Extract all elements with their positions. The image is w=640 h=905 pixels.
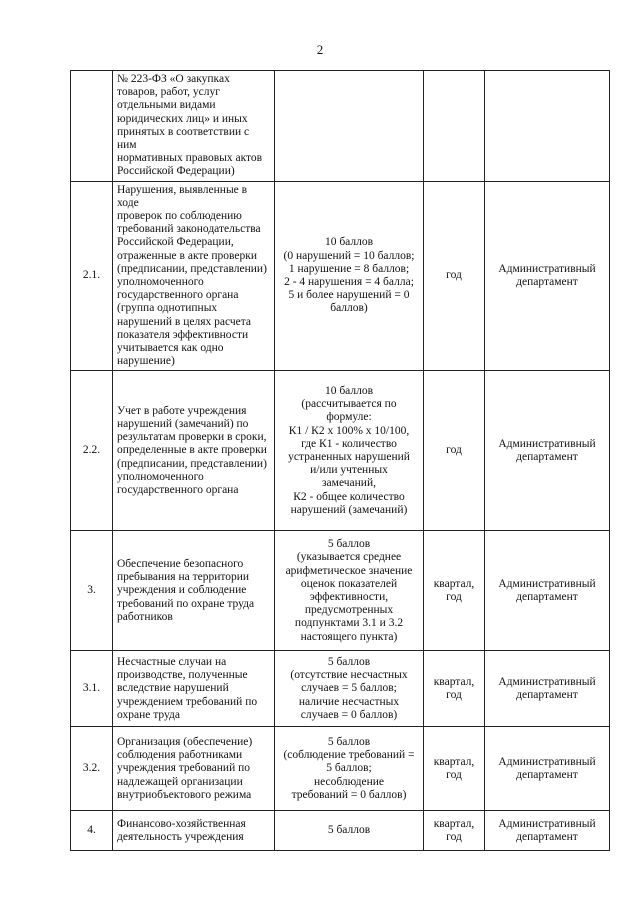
criteria-table [70, 70, 610, 851]
criterion-responsible: Административный департамент [485, 727, 610, 811]
criterion-responsible: Административный департамент [485, 651, 610, 727]
criterion-responsible [485, 71, 610, 182]
criterion-period: квартал, год [424, 651, 485, 727]
row-number: 2.1. [71, 181, 113, 371]
criterion-score: 5 баллов (соблюдение требований = 5 баллов; несоблюдение требований = 0 баллов) [275, 727, 424, 811]
criterion-responsible: Административный департамент [485, 371, 610, 531]
criterion-period: год [424, 181, 485, 371]
criterion-name: Нарушения, выявленные в ходе проверок по соблюдению требований законодательства Российской Федерации, отраженные в акте проверки (предписании, представлении) уполномоченного государственного органа (группа однотипных нарушений в целях расчета показателя эффективности учитывается как одно нарушение) [113, 181, 275, 371]
criterion-score [275, 71, 424, 182]
table-row [71, 811, 610, 851]
table-row [71, 71, 610, 182]
criterion-name: Несчастные случаи на производстве, полученные вследствие нарушений учреждением требований по охране труда [113, 651, 275, 727]
criterion-score: 10 баллов (0 нарушений = 10 баллов; 1 нарушение = 8 баллов; 2 - 4 нарушения = 4 балла; 5 и более нарушений = 0 баллов) [275, 181, 424, 371]
row-number: 3.1. [71, 651, 113, 727]
criterion-responsible: Административный департамент [485, 811, 610, 851]
criterion-name: № 223-ФЗ «О закупках товаров, работ, услуг отдельными видами юридических лиц» и иных принятых в соответствии с ним нормативных правовых актов Российской Федерации) [113, 71, 275, 182]
criterion-responsible: Административный департамент [485, 181, 610, 371]
criterion-name: Учет в работе учреждения нарушений (замечаний) по результатам проверки в сроки, определенные в акте проверки (предписании, представлении) уполномоченного государственного органа [113, 371, 275, 531]
criterion-score: 5 баллов (указывается среднее арифметическое значение оценок показателей эффективности, предусмотренных подпунктами 3.1 и 3.2 настоящего пункта) [275, 531, 424, 651]
criterion-period: квартал, год [424, 811, 485, 851]
criterion-name: Обеспечение безопасного пребывания на территории учреждения и соблюдение требований по охране труда работников [113, 531, 275, 651]
criterion-name: Финансово-хозяйственная деятельность учреждения [113, 811, 275, 851]
criterion-score: 5 баллов (отсутствие несчастных случаев = 5 баллов; наличие несчастных случаев = 0 баллов) [275, 651, 424, 727]
criterion-name: Организация (обеспечение) соблюдения работниками учреждения требований по надлежащей организации внутриобъектового режима [113, 727, 275, 811]
row-number: 3.2. [71, 727, 113, 811]
table-row [71, 371, 610, 531]
criterion-period: квартал, год [424, 531, 485, 651]
table-row [71, 531, 610, 651]
table-row [71, 181, 610, 371]
page-number: 2 [316, 42, 324, 57]
criterion-score: 10 баллов (рассчитывается по формуле: К1 / К2 х 100% х 10/100, где К1 - количество устраненных нарушений и/или учтенных замечаний, К2 - общее количество нарушений (замечаний) [275, 371, 424, 531]
table-row [71, 727, 610, 811]
criterion-period: квартал, год [424, 727, 485, 811]
row-number: 3. [71, 531, 113, 651]
row-number: 4. [71, 811, 113, 851]
criterion-period: год [424, 371, 485, 531]
criterion-score: 5 баллов [275, 811, 424, 851]
criterion-period [424, 71, 485, 182]
row-number [71, 71, 113, 182]
table-row [71, 651, 610, 727]
row-number: 2.2. [71, 371, 113, 531]
criterion-responsible: Административный департамент [485, 531, 610, 651]
